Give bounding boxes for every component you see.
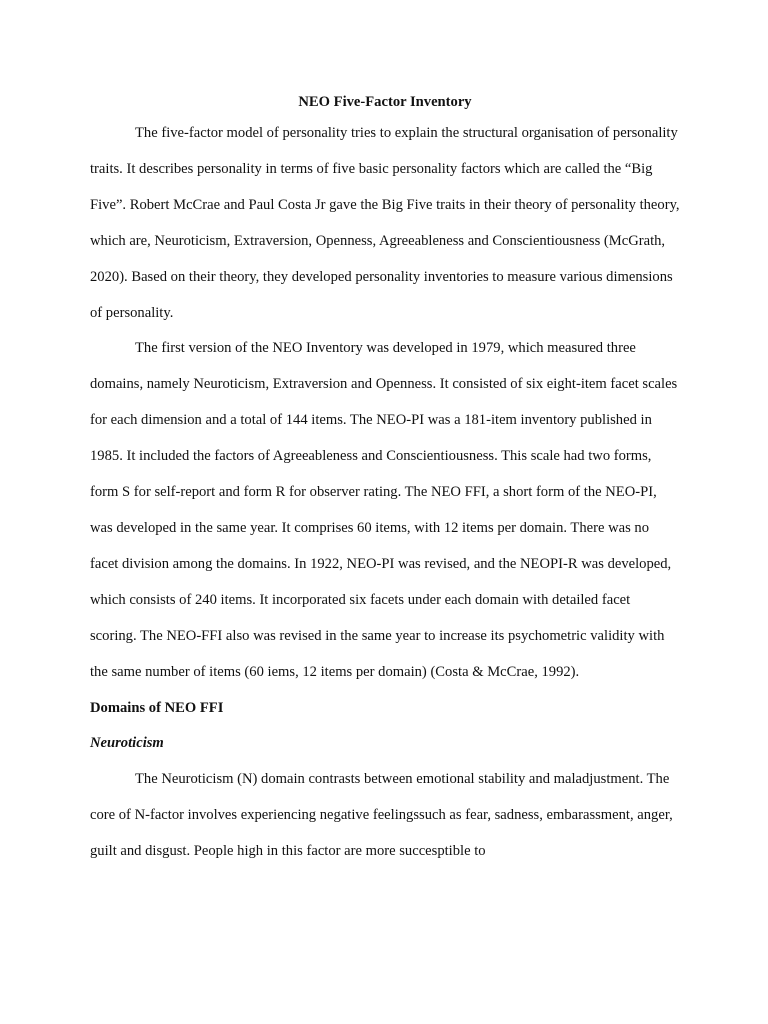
section-heading-domains: Domains of NEO FFI bbox=[90, 699, 224, 716]
paragraph-five-factor-model: The five-factor model of personality tries to explain the structural organisation of personality traits. It describes personality in terms of five basic personality factors which are called the “Big Five”. Robert McCrae and Paul Costa Jr gave the Big Five traits in their theory of personality theory, which are, Neuroticism, Extraversion, Openness, Agreeableness and Conscientiousness (McGrath, 2020). Based on their theory, they developed personality inventories to measure various dimensions of personality. bbox=[90, 125, 680, 321]
paragraph-neuroticism: The Neuroticism (N) domain contrasts between emotional stability and maladjustment. The core of N-factor involves experiencing negative feelingssuch as fear, sadness, embarassment, anger, guilt and disgust. People high in this factor are more succesptible to bbox=[90, 771, 673, 860]
paragraph-neo-history: The first version of the NEO Inventory was developed in 1979, which measured three domains, namely Neuroticism, Extraversion and Openness. It consisted of six eight-item facet scales for each dimension and a total of 144 items. The NEO-PI was a 181-item inventory published in 1985. It included the factors of Agreeableness and Conscientiousness. This scale had two forms, form S for self-report and form R for observer rating. The NEO FFI, a short form of the NEO-PI, was developed in the same year. It comprises 60 items, with 12 items per domain. There was no facet division among the domains. In 1922, NEO-PI was revised, and the NEOPI-R was developed, which consists of 240 items. It incorporated six facets under each domain with detailed facet scoring. The NEO-FFI also was revised in the same year to increase its psychometric validity with the same number of items (60 iems, 12 items per domain) (Costa & McCrae, 1992). bbox=[90, 340, 678, 680]
document-body bbox=[90, 88, 680, 870]
subsection-heading-neuroticism: Neuroticism bbox=[90, 735, 164, 752]
document-title: NEO Five-Factor Inventory bbox=[298, 94, 472, 110]
